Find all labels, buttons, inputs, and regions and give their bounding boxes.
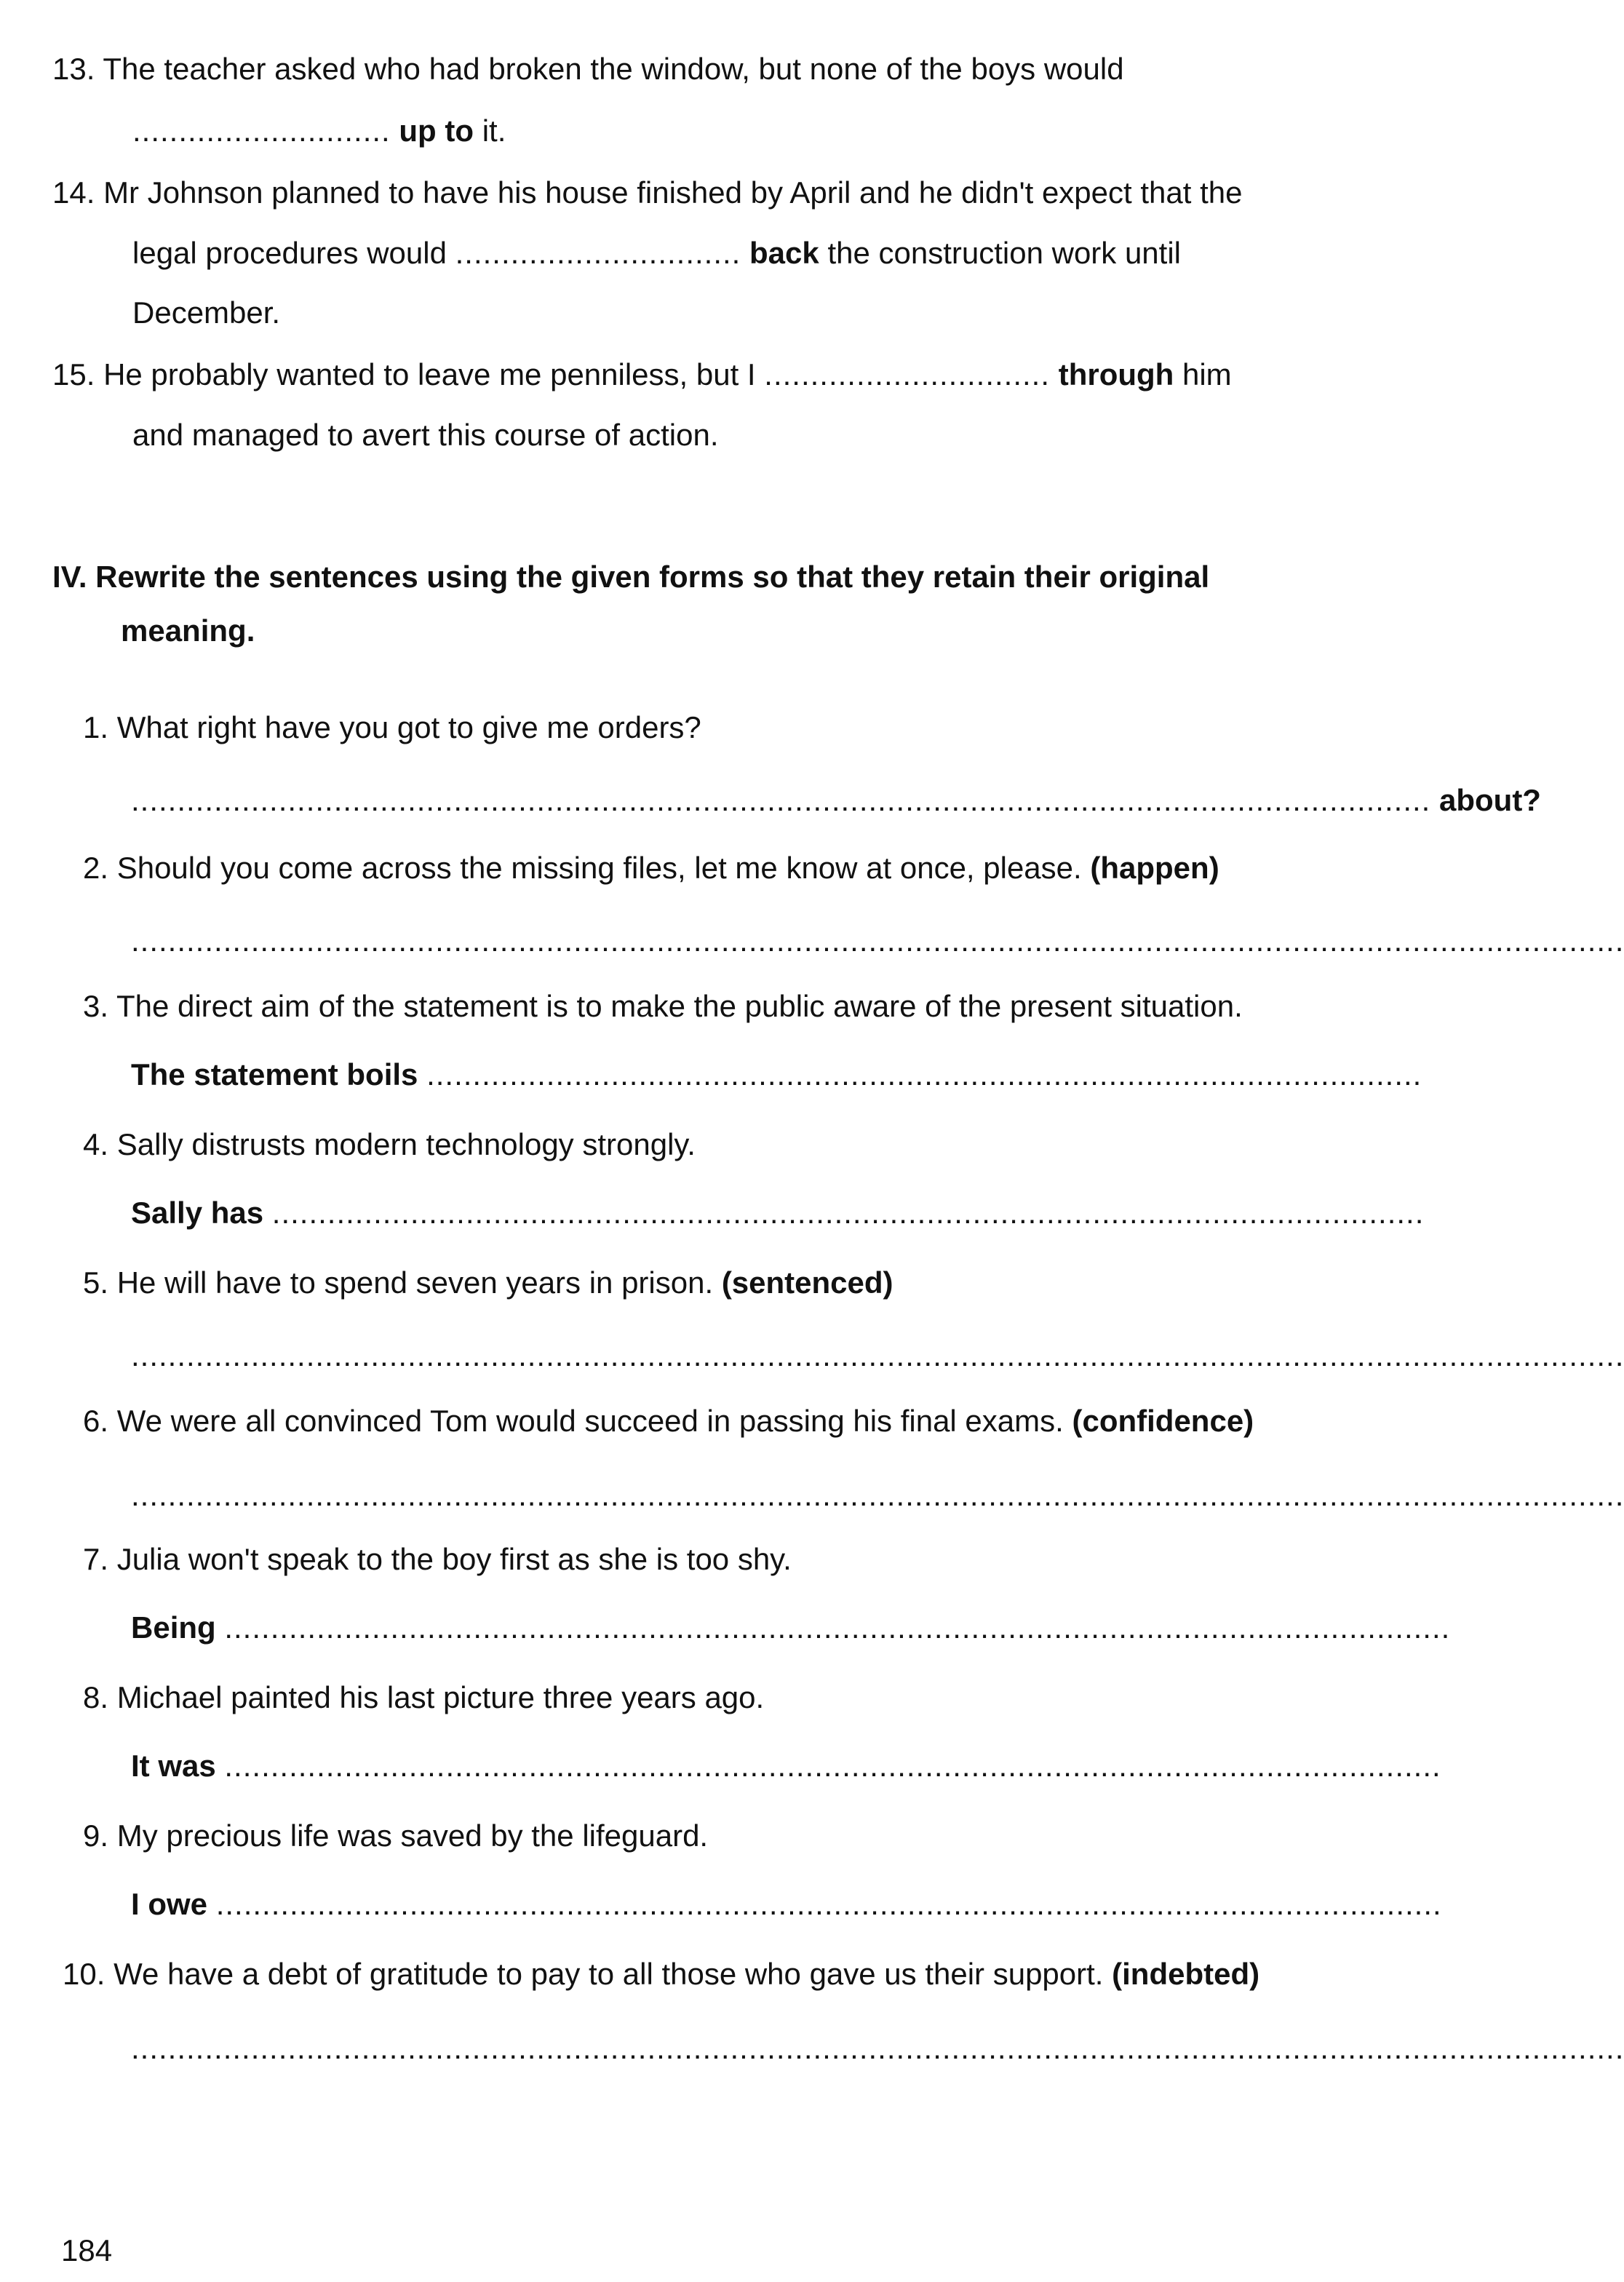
answer-blank[interactable]: ..................................................................................................................................................................: [131, 923, 1624, 958]
cue-word: (sentenced): [721, 1265, 893, 1300]
item-6-answer-line: [131, 1477, 1624, 1514]
item-7-answer-line: [131, 1610, 1450, 1646]
item-2: 2. Should you come across the missing files, let me know at once, please. (happen): [83, 851, 1219, 885]
answer-blank[interactable]: .............................................................................................................................: [271, 1196, 1425, 1230]
answer-blank[interactable]: ..................................................................................................................................................................: [131, 2031, 1624, 2065]
item-1-answer-line: [131, 782, 1541, 819]
answer-ending: about?: [1439, 783, 1541, 817]
item-5-answer-line: [131, 1337, 1624, 1374]
answer-blank[interactable]: ....................................................................................................................................: [224, 1749, 1441, 1783]
answer-prompt: The statement boils: [131, 1057, 418, 1092]
item-1: 1. What right have you got to give me orders?: [83, 710, 701, 744]
answer-blank[interactable]: ..................................................................................................................................................................: [131, 1478, 1624, 1512]
answer-prompt: Sally has: [131, 1196, 264, 1230]
answer-blank[interactable]: ...............................: [764, 357, 1051, 391]
question-14-line3: December.: [132, 295, 281, 330]
cue-word: (happen): [1090, 851, 1219, 885]
item-7: 7. Julia won't speak to the boy first as she is too shy.: [83, 1542, 792, 1576]
keyword: through: [1058, 357, 1174, 391]
answer-prompt: Being: [131, 1610, 216, 1645]
item-9-answer-line: [131, 1886, 1442, 1923]
keyword: up to: [399, 114, 474, 148]
answer-blank[interactable]: ..................................................................................................................................................................: [131, 1338, 1624, 1372]
item-2-answer-line: [131, 923, 1624, 959]
question-15: 15. He probably wanted to leave me penniless, but I ............................... through him: [52, 357, 1232, 391]
question-14-line2: legal procedures would ............................... back the construction work until: [132, 236, 1182, 270]
question-13: 13. The teacher asked who had broken the window, but none of the boys would: [52, 52, 1124, 86]
question-15-line2: and managed to avert this course of action.: [132, 418, 719, 452]
item-10-answer-line: [131, 2030, 1624, 2067]
section-numeral: IV.: [52, 560, 87, 594]
item-5: 5. He will have to spend seven years in prison. (sentenced): [83, 1265, 893, 1300]
item-4: 4. Sally distrusts modern technology strongly.: [83, 1127, 696, 1161]
answer-blank[interactable]: ...............................: [455, 236, 741, 270]
item-3: 3. The direct aim of the statement is to make the public aware of the present situation.: [83, 989, 1243, 1023]
item-3-answer-line: [131, 1057, 1422, 1093]
item-10: 10. We have a debt of gratitude to pay to all those who gave us their support. (indebted): [63, 1957, 1260, 1991]
answer-blank[interactable]: ............................: [132, 114, 391, 148]
item-4-answer-line: [131, 1195, 1424, 1231]
section-heading: IV. Rewrite the sentences using the given forms so that they retain their original: [52, 560, 1210, 594]
answer-blank[interactable]: .....................................................................................................................................: [215, 1887, 1442, 1921]
answer-blank[interactable]: .............................................................................................................................................: [131, 783, 1431, 817]
answer-prompt: I owe: [131, 1887, 208, 1921]
answer-blank[interactable]: .....................................................................................................................................: [224, 1610, 1451, 1645]
cue-word: (indebted): [1112, 1957, 1260, 1991]
cue-word: (confidence): [1072, 1404, 1254, 1438]
answer-blank[interactable]: ............................................................................................................: [426, 1057, 1422, 1092]
answer-prompt: It was: [131, 1749, 216, 1783]
section-heading-line2: meaning.: [121, 613, 255, 648]
item-8-answer-line: [131, 1748, 1441, 1784]
question-13-line2: ............................ up to it.: [132, 114, 506, 148]
question-14: 14. Mr Johnson planned to have his house finished by April and he didn't expect that the: [52, 175, 1243, 210]
item-8: 8. Michael painted his last picture three years ago.: [83, 1680, 765, 1714]
page-number: 184: [61, 2233, 113, 2267]
item-6: 6. We were all convinced Tom would succeed in passing his final exams. (confidence): [83, 1404, 1254, 1438]
item-9: 9. My precious life was saved by the lifeguard.: [83, 1818, 709, 1853]
keyword: back: [749, 236, 819, 270]
